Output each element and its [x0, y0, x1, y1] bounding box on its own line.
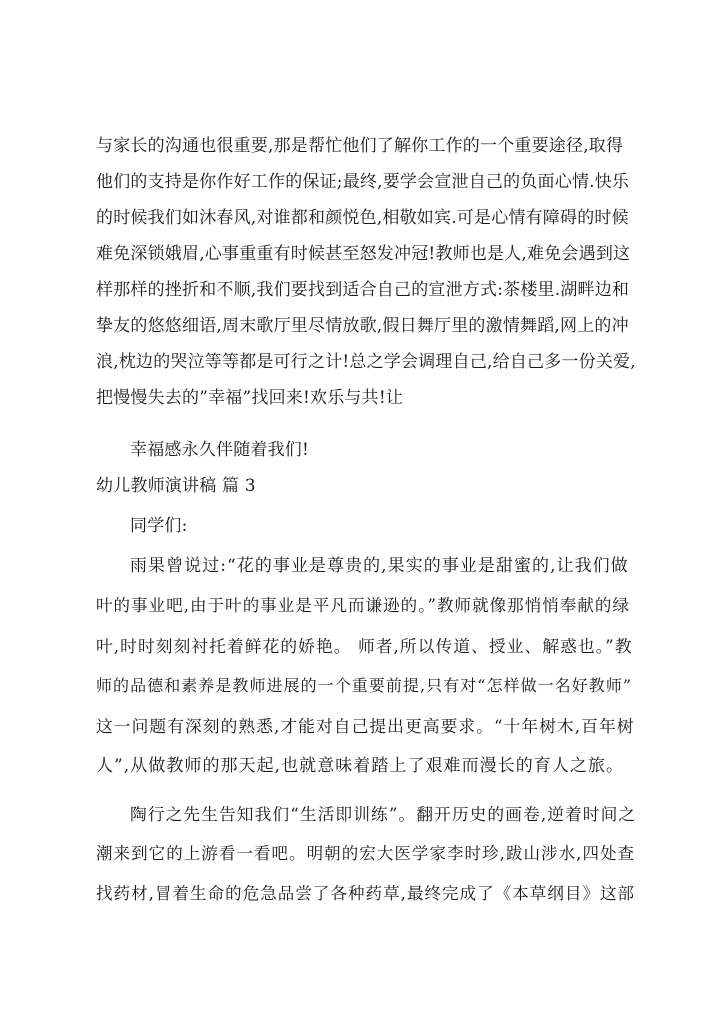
- paragraph-1-line: 的时候我们如沐春风,对谁都和颜悦色,相敬如宾.可是心情有障碍的时候: [96, 208, 629, 228]
- paragraph-1-line: 挚友的悠悠细语,周末歌厅里尽情放歌,假日舞厅里的激情舞蹈,网上的冲: [96, 316, 629, 336]
- paragraph-1-line: 难免深锁娥眉,心事重重有时候甚至怒发冲冠!教师也是人,难免会遇到这: [96, 244, 631, 264]
- paragraph-3-line: 叶,时时刻刻衬托着鲜花的娇艳。 师者,所以传道、授业、解惑也。”教: [96, 636, 633, 656]
- paragraph-3-line: 这一问题有深刻的熟悉,才能对自己提出更高要求。“十年树木,百年树: [96, 716, 635, 736]
- paragraph-3-line: 雨果曾说过:“花的事业是尊贵的,果实的事业是甜蜜的,让我们做: [130, 556, 629, 576]
- paragraph-1-line: 把慢慢失去的”幸福”找回来!欢乐与共!让: [96, 388, 404, 408]
- paragraph-1-line: 浪,枕边的哭泣等等都是可行之计!总之学会调理自己,给自己多一份关爱,: [96, 352, 636, 372]
- paragraph-1-line: 他们的支持是你作好工作的保证;最终,要学会宣泄自己的负面心情.快乐: [96, 172, 630, 192]
- greeting: 同学们:: [130, 516, 188, 536]
- paragraph-1-line: 与家长的沟通也很重要,那是帮忙他们了解你工作的一个重要途径,取得: [96, 136, 624, 156]
- paragraph-3-line: 师的品德和素养是教师进展的一个重要前提,只有对“怎样做一名好教师”: [96, 676, 633, 695]
- paragraph-1-line: 样那样的挫折和不顺,我们要找到适合自己的宣泄方式:茶楼里.湖畔边和: [96, 280, 630, 300]
- paragraph-2: 幸福感永久伴随着我们!: [130, 440, 310, 460]
- section-heading: 幼儿教师演讲稿 篇 3: [96, 476, 256, 496]
- paragraph-3-line: 人”,从做教师的那天起,也就意味着踏上了艰难而漫长的育人之旅。: [96, 756, 625, 776]
- paragraph-4-line: 找药材,冒着生命的危急品尝了各种药草,最终完成了《本草纲目》这部: [96, 884, 636, 903]
- paragraph-4-line: 陶行之先生告知我们“生活即训练”。翻开历史的画卷,逆着时间之: [130, 804, 637, 824]
- paragraph-3-line: 叶的事业吧,由于叶的事业是平凡而谦逊的。”教师就像那悄悄奉献的绿: [96, 596, 631, 615]
- paragraph-4-line: 潮来到它的上游看一看吧。明朝的宏大医学家李时珍,跋山涉水,四处查: [96, 844, 636, 863]
